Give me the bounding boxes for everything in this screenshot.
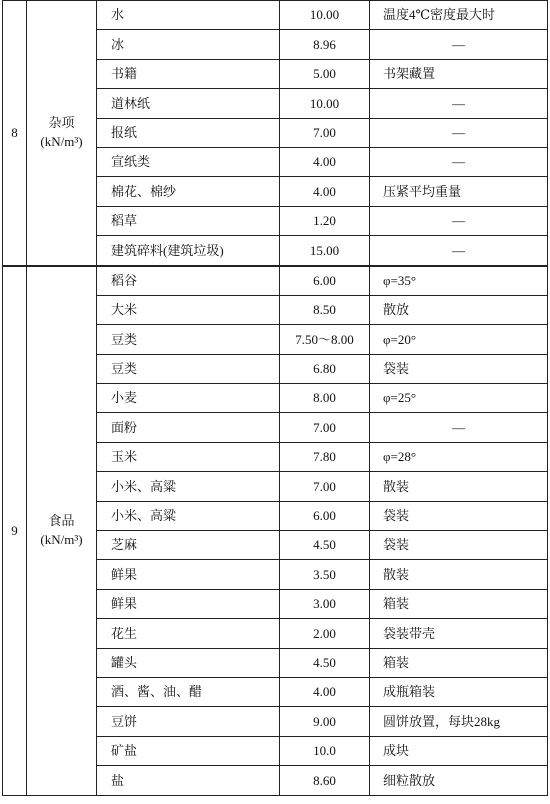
material-name: 宣纸类	[97, 147, 280, 176]
remark: φ=28°	[370, 442, 548, 471]
remark: 书架藏置	[370, 59, 548, 88]
material-name: 豆类	[97, 354, 280, 383]
material-name: 芝麻	[97, 531, 280, 560]
remark: 散放	[370, 295, 548, 324]
material-name: 矿盐	[97, 736, 280, 765]
material-name: 小麦	[97, 384, 280, 413]
material-name: 道林纸	[97, 89, 280, 118]
remark: 圆饼放置，每块28kg	[370, 707, 548, 736]
material-name: 鲜果	[97, 560, 280, 589]
group-category	[27, 266, 97, 796]
unit-weight-value: 9.00	[280, 707, 370, 736]
table-body	[3, 1, 548, 796]
remark: 成块	[370, 736, 548, 765]
category-label: 食品	[48, 512, 75, 528]
remark: 箱装	[370, 589, 548, 618]
material-name: 豆类	[97, 325, 280, 354]
material-name: 小米、高粱	[97, 501, 280, 530]
material-name: 水	[97, 1, 280, 30]
unit-weight-value: 6.00	[280, 501, 370, 530]
remark: 成瓶箱装	[370, 677, 548, 706]
unit-weight-value: 8.96	[280, 30, 370, 59]
unit-weight-value: 1.20	[280, 206, 370, 235]
density-table	[2, 0, 548, 796]
unit-weight-value: 8.00	[280, 384, 370, 413]
remark: 压紧平均重量	[370, 177, 548, 206]
unit-weight-value: 7.00	[280, 413, 370, 442]
unit-weight-value: 8.50	[280, 295, 370, 324]
unit-weight-value: 10.00	[280, 1, 370, 30]
material-name: 建筑碎料(建筑垃圾)	[97, 236, 280, 266]
material-name: 鲜果	[97, 589, 280, 618]
remark: 散装	[370, 560, 548, 589]
unit-weight-value: 15.00	[280, 236, 370, 266]
remark: —	[370, 413, 548, 442]
remark: —	[370, 206, 548, 235]
material-name: 冰	[97, 30, 280, 59]
remark: 袋装	[370, 531, 548, 560]
unit-weight-value: 7.80	[280, 442, 370, 471]
material-name: 书籍	[97, 59, 280, 88]
remark: —	[370, 118, 548, 147]
remark: 细粒散放	[370, 766, 548, 795]
material-name: 酒、酱、油、醋	[97, 677, 280, 706]
unit-weight-value: 5.00	[280, 59, 370, 88]
material-name: 棉花、棉纱	[97, 177, 280, 206]
unit-weight-value: 4.50	[280, 648, 370, 677]
group-number: 9	[3, 266, 27, 796]
material-name: 稻草	[97, 206, 280, 235]
remark: —	[370, 147, 548, 176]
material-name: 豆饼	[97, 707, 280, 736]
table-row	[3, 266, 548, 296]
material-name: 小米、高粱	[97, 472, 280, 501]
remark: —	[370, 89, 548, 118]
category-label: 杂项	[48, 114, 75, 130]
unit-weight-value: 8.60	[280, 766, 370, 795]
unit-weight-value: 6.80	[280, 354, 370, 383]
unit-weight-value: 4.00	[280, 677, 370, 706]
unit-weight-value: 7.50～8.00	[280, 325, 370, 354]
group-number: 8	[3, 1, 27, 266]
unit-weight-value: 4.00	[280, 177, 370, 206]
material-name: 玉米	[97, 442, 280, 471]
material-name: 盐	[97, 766, 280, 795]
remark: —	[370, 236, 548, 266]
unit-weight-value: 10.00	[280, 89, 370, 118]
remark: —	[370, 30, 548, 59]
material-name: 报纸	[97, 118, 280, 147]
category-unit: (kN/m³)	[40, 133, 83, 149]
unit-weight-value: 4.50	[280, 531, 370, 560]
remark: φ=25°	[370, 384, 548, 413]
group-category	[27, 1, 97, 266]
remark: φ=20°	[370, 325, 548, 354]
material-name: 罐头	[97, 648, 280, 677]
remark: 袋装	[370, 354, 548, 383]
remark: φ=35°	[370, 266, 548, 296]
unit-weight-value: 7.00	[280, 118, 370, 147]
unit-weight-value: 7.00	[280, 472, 370, 501]
unit-weight-value: 6.00	[280, 266, 370, 296]
remark: 箱装	[370, 648, 548, 677]
unit-weight-value: 2.00	[280, 619, 370, 648]
material-name: 面粉	[97, 413, 280, 442]
remark: 散装	[370, 472, 548, 501]
unit-weight-value: 3.00	[280, 589, 370, 618]
table-row	[3, 1, 548, 30]
remark: 袋装带壳	[370, 619, 548, 648]
unit-weight-value: 4.00	[280, 147, 370, 176]
material-name: 花生	[97, 619, 280, 648]
category-unit: (kN/m³)	[40, 531, 83, 547]
unit-weight-value: 10.0	[280, 736, 370, 765]
material-name: 大米	[97, 295, 280, 324]
unit-weight-value: 3.50	[280, 560, 370, 589]
remark: 袋装	[370, 501, 548, 530]
remark: 温度4℃密度最大时	[370, 1, 548, 30]
material-name: 稻谷	[97, 266, 280, 296]
